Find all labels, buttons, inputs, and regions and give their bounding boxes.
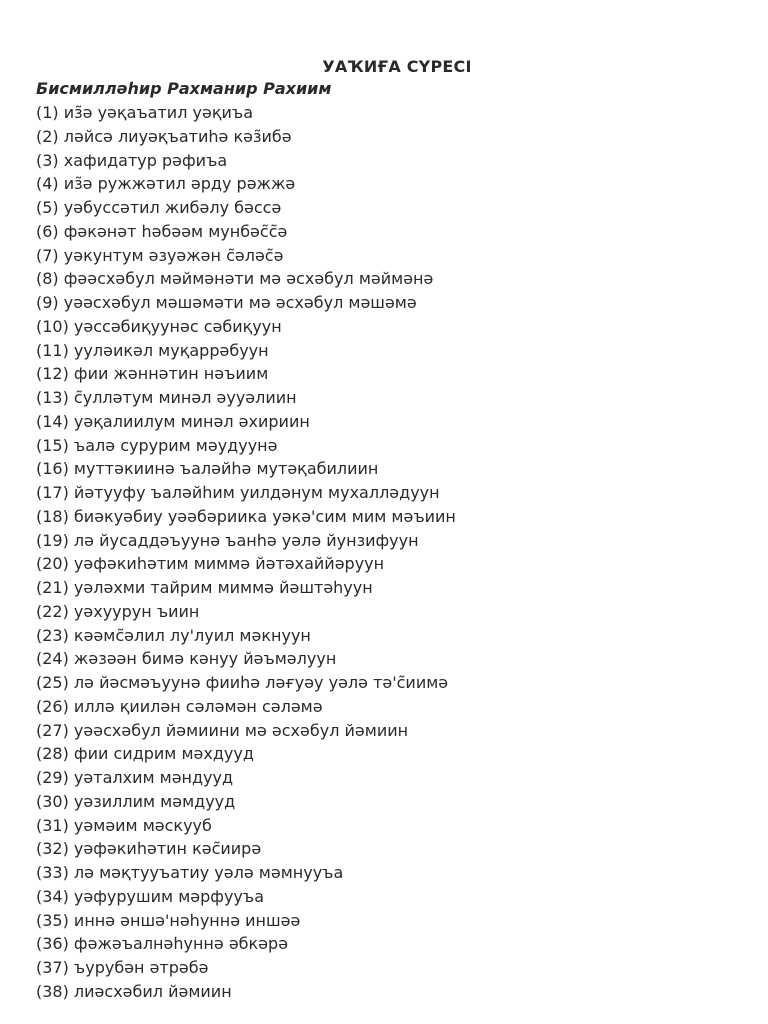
verse-line: (24) жәзәән бимә кәнуу йәъмәлуун [36, 649, 337, 669]
verse-line: (10) уәссәбиқуунәс сәбиқуун [36, 316, 282, 336]
verse-line: (7) уәкунтум әзуәжән с̃әләс̃ә [36, 245, 284, 265]
verse-line: (3) хафидатур рәфиъа [36, 150, 228, 170]
verse-line: (5) уәбуссәтил жибәлу бәссә [36, 198, 282, 217]
verse-line: (34) уәфурушим мәрфууъа [36, 886, 265, 906]
verse-line: (1) из̃ә уәқаъатил уәқиъа [36, 103, 253, 122]
verse-line: (14) уәқалиилум минәл әхириин [36, 411, 310, 431]
verse-line: (29) уәталхим мәндууд [36, 768, 234, 787]
verse-line: (17) йәтууфу ъаләйһим уилдәнум мухалләдуун [36, 483, 440, 502]
verse-line: (21) уәләхми тайрим миммә йәштәһуун [36, 578, 373, 597]
verse-line: (28) фии сидрим мәхдууд [36, 744, 254, 764]
verse-line: (15) ъалә сурурим мәудуунә [36, 435, 278, 455]
verse-line: (30) уәзиллим мәмдууд [36, 791, 236, 811]
basmala-heading: Бисмилләһир Рахманир Рахиим [36, 79, 332, 98]
verse-line: (4) из̃ә ружжәтил әрду рәжжә [36, 174, 296, 194]
verse-line: (8) фәәсхәбул мәймәнәти мә әсхәбул мәймәнә [36, 269, 434, 289]
verse-line: (32) уәфәкиһәтин кәс̃иирә [36, 839, 262, 859]
verse-line: (9) уәәсхәбул мәшәмәти мә әсхәбул мәшәмә [36, 293, 417, 312]
verse-line: (26) иллә қиилән сәләмән сәләмә [36, 696, 323, 716]
verse-line: (33) лә мәқтууъатиу уәлә мәмнууъа [36, 863, 344, 882]
surah-title: УАҠИҒА СҮРЕСІ [322, 57, 472, 76]
verse-line: (6) фәкәнәт һәбәәм мунбәс̃с̃ә [36, 221, 288, 241]
verse-line: (23) кәәмс̃әлил лу'луил мәкнуун [36, 625, 311, 645]
verse-line: (13) с̃улләтум минәл әууәлиин [36, 388, 297, 407]
verse-line: (18) биәкуәбиу уәәбәриика уәкә'сим мим мәъиин [36, 506, 456, 526]
verse-line: (35) иннә әншә'нәһуннә иншәә [36, 910, 301, 930]
verse-line: (31) уәмәим мәскууб [36, 815, 212, 835]
verse-list [36, 101, 456, 1004]
verse-line: (2) ләйсә лиуәқъатиһә кәз̃ибә [36, 126, 292, 146]
verse-line: (25) лә йәсмәъуунә фииһә ләғуәу уәлә тә'с̃иимә [36, 673, 449, 692]
verse-line: (19) лә йусаддәъуунә ъанһә уәлә йунзифуун [36, 530, 419, 550]
verse-line: (20) уәфәкиһәтим миммә йәтәхаййәруун [36, 554, 385, 574]
verse-line: (11) ууләикәл муқаррәбуун [36, 340, 269, 360]
verse-line: (27) уәәсхәбул йәмиини мә әсхәбул йәмиин [36, 720, 409, 740]
verse-line: (16) муттәкиинә ъаләйһә мутәқабилиин [36, 459, 379, 479]
verse-line: (22) уәхуурун ъиин [36, 601, 200, 621]
verse-line: (36) фәжәъалнәһуннә әбкәрә [36, 934, 289, 954]
verse-line: (12) фии жәннәтин нәъиим [36, 364, 269, 384]
verse-line: (37) ъурубән әтрәбә [36, 958, 209, 977]
verse-line: (38) лиәсхәбил йәмиин [36, 981, 232, 1001]
